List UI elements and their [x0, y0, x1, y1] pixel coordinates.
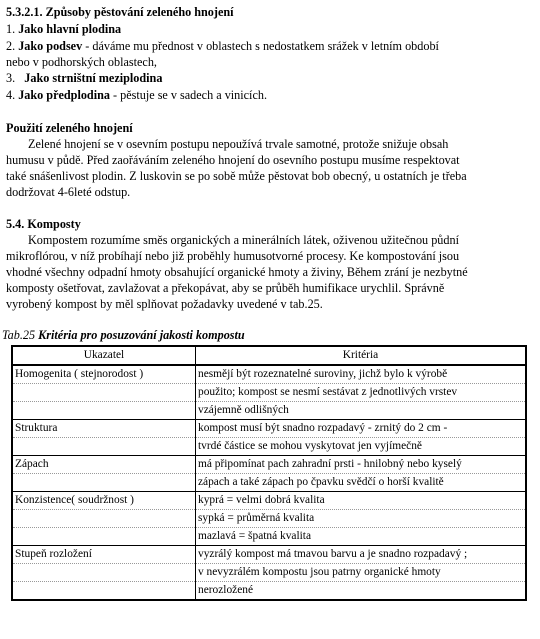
cell-kriteria: mazlavá = špatná kvalita — [196, 528, 527, 546]
cell-kriteria: kompost musí být snadno rozpadavý - zrnitý do 2 cm - — [196, 420, 527, 438]
cell-kriteria: vyzrálý kompost má tmavou barvu a je snadno rozpadavý ; — [196, 546, 527, 564]
list-term: Jako předplodina — [18, 88, 110, 102]
cell-kriteria: tvrdé částice se mohou vyskytovat jen vyjímečně — [196, 438, 527, 456]
list-item-continuation — [6, 55, 157, 70]
table-caption — [2, 328, 245, 343]
section-heading-5321: 5.3.2.1. Způsoby pěstování zeleného hnojení — [6, 5, 234, 19]
list-item — [6, 71, 162, 86]
table-row — [12, 384, 526, 402]
cell-kriteria: nesmějí být rozeznatelné suroviny, jichž bylo k výrobě — [196, 365, 527, 384]
paragraph-line: dodržovat 4-6leté odstup. — [6, 185, 131, 199]
cell-ukazatel — [12, 402, 196, 420]
table-row — [12, 564, 526, 582]
list-item — [6, 39, 439, 54]
table-row — [12, 492, 526, 510]
paragraph-line: mikroflórou, v níž probíhají nebo již proběhly humusotvorné procesy. Ke kompostování jsou — [6, 249, 460, 263]
paragraph-line: Zelené hnojení se v osevním postupu nepoužívá trvale samotné, protože snižuje obsah — [28, 137, 449, 151]
cell-ukazatel — [12, 582, 196, 601]
cell-kriteria: použito; kompost se nesmí sestávat z jednotlivých vrstev — [196, 384, 527, 402]
cell-kriteria: zápach a také zápach po čpavku svědčí o horší kvalitě — [196, 474, 527, 492]
cell-ukazatel — [12, 510, 196, 528]
list-text: - pěstuje se v sadech a vinicích. — [109, 88, 267, 102]
table-row — [12, 510, 526, 528]
table-row — [12, 474, 526, 492]
subsection-heading: Použití zeleného hnojení — [6, 121, 133, 135]
list-number: 2. — [6, 39, 16, 53]
cell-kriteria: má připomínat pach zahradní prsti - hnilobný nebo kyselý — [196, 456, 527, 474]
table-row — [12, 582, 526, 601]
cell-ukazatel: Konzistence( soudržnost ) — [12, 492, 196, 510]
cell-ukazatel: Struktura — [12, 420, 196, 438]
list-item — [6, 88, 267, 103]
cell-kriteria: vzájemně odlišných — [196, 402, 527, 420]
list-number: 4. — [6, 88, 16, 102]
table-caption-prefix: Tab.25 — [2, 328, 39, 342]
section-heading-54: 5.4. Komposty — [6, 217, 81, 231]
criteria-table — [11, 345, 527, 601]
column-header-ukazatel: Ukazatel — [12, 346, 196, 365]
list-text: - dáváme mu přednost v oblastech s nedostatkem srážek v letním období — [82, 39, 439, 53]
table-row — [12, 438, 526, 456]
cell-ukazatel — [12, 438, 196, 456]
paragraph-line: vyrobený kompost by měl splňovat požadavky uvedené v tab.25. — [6, 297, 323, 311]
table-row — [12, 456, 526, 474]
list-number: 3. — [6, 71, 16, 85]
list-number: 1. — [6, 22, 16, 36]
cell-ukazatel: Homogenita ( stejnorodost ) — [12, 365, 196, 384]
cell-ukazatel — [12, 528, 196, 546]
cell-ukazatel — [12, 384, 196, 402]
list-text: nebo v podhorských oblastech, — [6, 55, 157, 69]
table-row — [12, 402, 526, 420]
table-row — [12, 365, 526, 384]
cell-ukazatel: Zápach — [12, 456, 196, 474]
cell-ukazatel — [12, 564, 196, 582]
cell-kriteria: v nevyzrálém kompostu jsou patrny organické hmoty — [196, 564, 527, 582]
cell-kriteria: sypká = průměrná kvalita — [196, 510, 527, 528]
cell-ukazatel — [12, 474, 196, 492]
paragraph-line: Kompostem rozumíme směs organických a minerálních látek, oživenou užitečnou půdní — [28, 233, 459, 247]
paragraph-line: vhodné všechny odpadní hmoty obsahující organické hmoty a živiny, Během zrání je nezbytné — [6, 265, 468, 279]
table-row — [12, 528, 526, 546]
cell-kriteria: kyprá = velmi dobrá kvalita — [196, 492, 527, 510]
list-term: Jako hlavní plodina — [18, 22, 122, 36]
table-row — [12, 546, 526, 564]
paragraph-line: komposty ošetřovat, zavlažovat a překopávat, aby se průběh humifikace urychlil. Správně — [6, 281, 445, 295]
table-caption-title: Kritéria pro posuzování jakosti kompostu — [38, 328, 245, 342]
table-row — [12, 420, 526, 438]
table-header-row — [12, 346, 526, 365]
paragraph-line: také snášenlivost plodin. Z luskovin se po sobě může pěstovat bob obecný, u ostatních je třeba — [6, 169, 467, 183]
cell-kriteria: nerozložené — [196, 582, 527, 601]
list-term: Jako strništní meziplodina — [24, 71, 163, 85]
paragraph-line: humusu v půdě. Před zaořáváním zeleného hnojení do osevního postupu musíme respektovat — [6, 153, 460, 167]
cell-ukazatel: Stupeň rozložení — [12, 546, 196, 564]
list-term: Jako podsev — [18, 39, 83, 53]
column-header-kriteria: Kritéria — [196, 346, 527, 365]
list-item — [6, 22, 121, 37]
